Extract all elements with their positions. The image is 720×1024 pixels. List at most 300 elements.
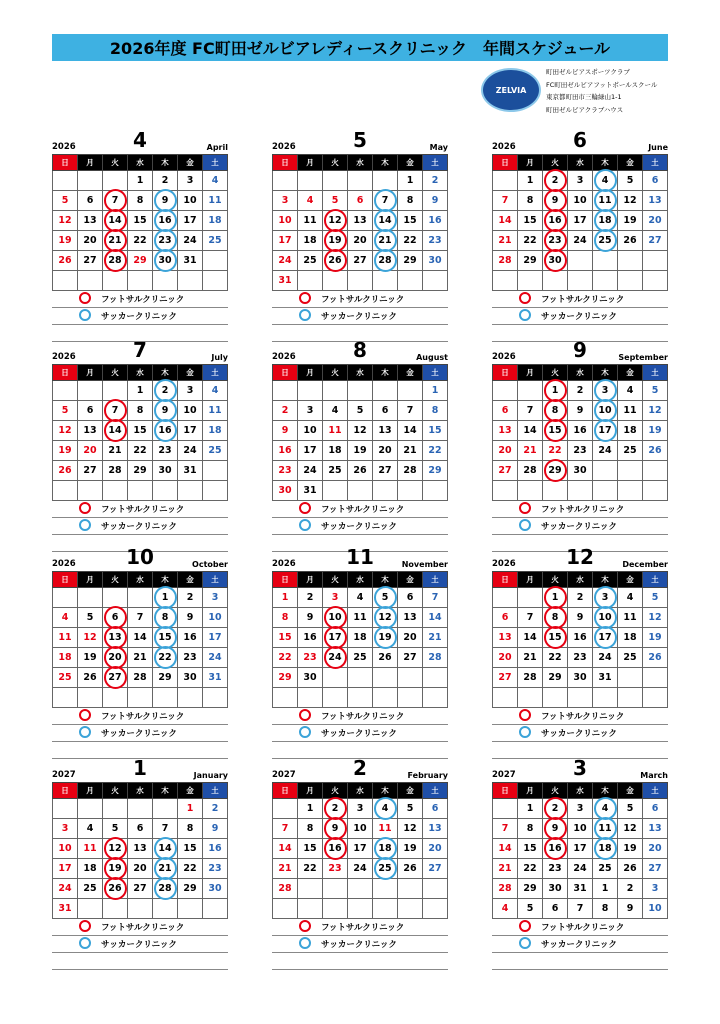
day-cell <box>78 899 103 919</box>
day-cell <box>323 879 348 899</box>
day-cell: 13 <box>493 421 518 441</box>
day-cell: 21 <box>518 648 543 668</box>
month-number: 4 <box>133 128 147 152</box>
weekday-header: 土 <box>203 365 228 381</box>
month-year: 2026 <box>272 142 296 152</box>
legend-label: サッカークリニック <box>541 522 617 532</box>
weekday-header: 日 <box>273 572 298 588</box>
month-year: 2026 <box>492 559 516 569</box>
legend-label: サッカークリニック <box>321 940 397 950</box>
day-cell: 3 <box>593 588 618 608</box>
day-cell <box>423 481 448 501</box>
day-cell: 26 <box>618 859 643 879</box>
weekday-header: 水 <box>128 572 153 588</box>
day-cell <box>593 481 618 501</box>
day-cell: 14 <box>518 421 543 441</box>
day-cell: 25 <box>618 441 643 461</box>
day-cell <box>178 271 203 291</box>
day-cell: 2 <box>543 799 568 819</box>
day-cell: 27 <box>103 668 128 688</box>
weekday-header: 日 <box>493 365 518 381</box>
day-cell <box>398 271 423 291</box>
day-cell: 22 <box>128 441 153 461</box>
day-cell: 8 <box>298 819 323 839</box>
day-cell: 9 <box>568 608 593 628</box>
day-cell: 27 <box>643 859 668 879</box>
day-cell: 19 <box>103 859 128 879</box>
legend-label: フットサルクリニック <box>101 923 185 933</box>
day-cell: 6 <box>423 799 448 819</box>
day-cell <box>273 381 298 401</box>
month-year: 2026 <box>272 559 296 569</box>
red-circle-icon <box>299 709 311 721</box>
day-cell: 4 <box>593 799 618 819</box>
day-cell <box>398 481 423 501</box>
day-cell: 28 <box>518 668 543 688</box>
day-cell: 4 <box>323 401 348 421</box>
day-cell: 26 <box>398 859 423 879</box>
month-header <box>272 128 448 154</box>
day-cell: 10 <box>178 401 203 421</box>
day-cell: 28 <box>273 879 298 899</box>
weekday-header: 水 <box>128 365 153 381</box>
day-cell <box>103 171 128 191</box>
day-cell: 11 <box>298 211 323 231</box>
weekday-header: 金 <box>178 365 203 381</box>
weekday-header: 火 <box>543 365 568 381</box>
day-cell: 16 <box>323 839 348 859</box>
day-cell <box>298 899 323 919</box>
day-cell <box>493 271 518 291</box>
month-number: 1 <box>133 756 147 780</box>
legend-label: フットサルクリニック <box>321 295 405 305</box>
weekday-header: 金 <box>178 572 203 588</box>
club-logo <box>481 68 541 112</box>
day-cell: 28 <box>493 251 518 271</box>
weekday-header: 月 <box>78 572 103 588</box>
day-cell: 9 <box>543 191 568 211</box>
month-number: 10 <box>126 545 154 569</box>
day-cell: 17 <box>273 231 298 251</box>
day-cell: 26 <box>323 251 348 271</box>
day-cell: 22 <box>128 231 153 251</box>
day-cell: 10 <box>323 608 348 628</box>
month-number: 9 <box>573 338 587 362</box>
red-circle-icon <box>79 920 91 932</box>
red-circle-icon <box>299 292 311 304</box>
month-number: 12 <box>566 545 594 569</box>
day-cell: 1 <box>543 588 568 608</box>
legend-label: フットサルクリニック <box>101 295 185 305</box>
day-cell: 10 <box>593 401 618 421</box>
weekday-header: 日 <box>273 155 298 171</box>
day-cell: 20 <box>373 441 398 461</box>
day-cell: 13 <box>423 819 448 839</box>
day-cell: 26 <box>78 668 103 688</box>
day-cell: 27 <box>423 859 448 879</box>
red-circle-icon <box>519 502 531 514</box>
blue-circle-icon <box>299 309 311 321</box>
club-info-line: 町田ゼルビアスポーツクラブ <box>546 68 630 76</box>
day-cell: 20 <box>78 231 103 251</box>
weekday-header: 土 <box>203 572 228 588</box>
month-year: 2026 <box>52 559 76 569</box>
day-cell: 12 <box>103 839 128 859</box>
day-cell: 15 <box>273 628 298 648</box>
month-calendar <box>52 756 228 970</box>
day-cell <box>273 799 298 819</box>
month-header <box>52 545 228 571</box>
day-cell: 18 <box>373 839 398 859</box>
day-cell: 15 <box>128 421 153 441</box>
day-cell <box>373 381 398 401</box>
legend-label: サッカークリニック <box>541 729 617 739</box>
day-cell: 17 <box>568 839 593 859</box>
legend-label: フットサルクリニック <box>321 712 405 722</box>
weekday-header: 土 <box>203 155 228 171</box>
day-cell: 30 <box>273 481 298 501</box>
day-cell: 13 <box>373 421 398 441</box>
legend-label: フットサルクリニック <box>321 923 405 933</box>
day-cell: 21 <box>273 859 298 879</box>
weekday-header: 月 <box>78 365 103 381</box>
day-cell: 20 <box>643 839 668 859</box>
day-cell: 15 <box>518 839 543 859</box>
day-cell: 5 <box>518 899 543 919</box>
weekday-header: 月 <box>78 783 103 799</box>
month-header <box>492 545 668 571</box>
club-info-line: 東京都町田市三輪緑山1-1 <box>546 93 622 101</box>
month-header <box>492 338 668 364</box>
day-cell: 10 <box>348 819 373 839</box>
day-cell: 9 <box>178 608 203 628</box>
day-cell <box>298 688 323 708</box>
day-cell: 24 <box>178 231 203 251</box>
weekday-header: 火 <box>543 155 568 171</box>
weekday-header: 火 <box>323 572 348 588</box>
day-cell: 17 <box>323 628 348 648</box>
day-cell: 21 <box>103 231 128 251</box>
month-calendar <box>272 128 448 342</box>
month-calendar <box>52 545 228 759</box>
month-header <box>492 756 668 782</box>
legend-soccer <box>272 725 448 742</box>
legend-blank-line <box>272 953 448 970</box>
day-cell: 26 <box>103 879 128 899</box>
day-cell <box>348 668 373 688</box>
day-cell <box>53 799 78 819</box>
day-cell <box>323 171 348 191</box>
red-circle-icon <box>79 502 91 514</box>
day-cell: 6 <box>398 588 423 608</box>
day-cell: 10 <box>643 899 668 919</box>
day-cell <box>78 588 103 608</box>
day-cell: 17 <box>298 441 323 461</box>
day-cell <box>128 799 153 819</box>
month-name: November <box>401 560 448 569</box>
day-cell: 29 <box>128 251 153 271</box>
day-cell <box>643 688 668 708</box>
day-cell: 10 <box>568 191 593 211</box>
day-cell <box>543 481 568 501</box>
legend-futsal <box>272 708 448 725</box>
day-cell: 26 <box>53 461 78 481</box>
day-cell <box>593 251 618 271</box>
day-cell <box>373 879 398 899</box>
month-calendar <box>52 128 228 342</box>
day-cell <box>423 879 448 899</box>
day-cell <box>493 688 518 708</box>
day-cell: 27 <box>493 668 518 688</box>
day-cell: 28 <box>518 461 543 481</box>
day-cell: 7 <box>103 401 128 421</box>
day-cell: 1 <box>128 171 153 191</box>
weekday-header: 金 <box>618 365 643 381</box>
day-cell <box>103 481 128 501</box>
month-header <box>272 338 448 364</box>
legend-label: フットサルクリニック <box>541 505 625 515</box>
day-cell <box>373 481 398 501</box>
day-cell: 26 <box>348 461 373 481</box>
day-cell: 7 <box>518 401 543 421</box>
day-cell <box>518 271 543 291</box>
day-cell: 5 <box>643 381 668 401</box>
day-cell <box>493 588 518 608</box>
day-cell <box>273 688 298 708</box>
month-number: 6 <box>573 128 587 152</box>
day-cell: 5 <box>618 171 643 191</box>
day-cell: 30 <box>568 461 593 481</box>
day-cell: 22 <box>153 648 178 668</box>
day-cell <box>493 799 518 819</box>
day-cell: 7 <box>423 588 448 608</box>
month-table <box>52 571 228 708</box>
legend-soccer <box>52 936 228 953</box>
day-cell: 18 <box>203 211 228 231</box>
day-cell <box>618 668 643 688</box>
weekday-header: 金 <box>398 365 423 381</box>
weekday-header: 日 <box>53 783 78 799</box>
day-cell: 7 <box>153 819 178 839</box>
day-cell: 2 <box>618 879 643 899</box>
day-cell <box>323 899 348 919</box>
weekday-header: 月 <box>298 783 323 799</box>
day-cell <box>568 688 593 708</box>
month-number: 8 <box>353 338 367 362</box>
day-cell: 8 <box>518 819 543 839</box>
legend-label: サッカークリニック <box>541 312 617 322</box>
day-cell <box>493 381 518 401</box>
day-cell: 19 <box>373 628 398 648</box>
day-cell: 17 <box>593 628 618 648</box>
day-cell: 2 <box>323 799 348 819</box>
weekday-header: 火 <box>103 155 128 171</box>
day-cell: 2 <box>153 381 178 401</box>
day-cell: 4 <box>593 171 618 191</box>
day-cell: 5 <box>398 799 423 819</box>
day-cell: 18 <box>323 441 348 461</box>
day-cell: 22 <box>423 441 448 461</box>
legend-label: サッカークリニック <box>101 522 177 532</box>
day-cell: 29 <box>178 879 203 899</box>
day-cell <box>53 688 78 708</box>
month-year: 2027 <box>272 770 296 780</box>
day-cell: 13 <box>643 191 668 211</box>
legend-soccer <box>492 308 668 325</box>
day-cell: 7 <box>518 608 543 628</box>
day-cell: 25 <box>593 231 618 251</box>
day-cell: 4 <box>203 381 228 401</box>
day-cell: 5 <box>348 401 373 421</box>
day-cell: 23 <box>153 441 178 461</box>
day-cell: 13 <box>643 819 668 839</box>
day-cell: 14 <box>373 211 398 231</box>
weekday-header: 金 <box>398 783 423 799</box>
day-cell <box>273 171 298 191</box>
day-cell: 4 <box>618 588 643 608</box>
weekday-header: 水 <box>348 572 373 588</box>
blue-circle-icon <box>79 937 91 949</box>
day-cell: 28 <box>153 879 178 899</box>
day-cell: 16 <box>153 211 178 231</box>
day-cell: 26 <box>643 441 668 461</box>
day-cell: 1 <box>423 381 448 401</box>
legend-label: サッカークリニック <box>321 312 397 322</box>
day-cell <box>78 799 103 819</box>
day-cell <box>53 381 78 401</box>
legend-soccer <box>52 518 228 535</box>
weekday-header: 土 <box>423 365 448 381</box>
day-cell: 9 <box>273 421 298 441</box>
day-cell <box>348 481 373 501</box>
day-cell: 6 <box>493 401 518 421</box>
day-cell: 30 <box>153 251 178 271</box>
day-cell <box>103 381 128 401</box>
day-cell: 4 <box>373 799 398 819</box>
day-cell: 28 <box>423 648 448 668</box>
day-cell: 23 <box>298 648 323 668</box>
day-cell <box>53 481 78 501</box>
weekday-header: 金 <box>398 572 423 588</box>
month-table <box>52 154 228 291</box>
day-cell: 23 <box>323 859 348 879</box>
day-cell: 18 <box>53 648 78 668</box>
club-info-line: FC町田ゼルビアフットボールスクール <box>546 80 658 89</box>
day-cell: 17 <box>593 421 618 441</box>
weekday-header: 木 <box>593 155 618 171</box>
day-cell <box>348 271 373 291</box>
day-cell <box>153 799 178 819</box>
day-cell: 30 <box>298 668 323 688</box>
month-name: April <box>206 143 228 152</box>
day-cell <box>543 271 568 291</box>
blue-circle-icon <box>519 937 531 949</box>
day-cell: 13 <box>103 628 128 648</box>
day-cell: 8 <box>273 608 298 628</box>
day-cell: 8 <box>153 608 178 628</box>
day-cell: 3 <box>323 588 348 608</box>
day-cell: 10 <box>53 839 78 859</box>
day-cell: 22 <box>273 648 298 668</box>
legend-soccer <box>52 725 228 742</box>
day-cell: 6 <box>543 899 568 919</box>
day-cell: 16 <box>178 628 203 648</box>
day-cell: 19 <box>323 231 348 251</box>
day-cell: 11 <box>203 401 228 421</box>
day-cell <box>518 381 543 401</box>
day-cell: 15 <box>298 839 323 859</box>
day-cell: 25 <box>298 251 323 271</box>
day-cell: 12 <box>373 608 398 628</box>
day-cell <box>618 688 643 708</box>
weekday-header: 火 <box>323 783 348 799</box>
day-cell: 31 <box>53 899 78 919</box>
day-cell <box>618 251 643 271</box>
day-cell: 19 <box>643 421 668 441</box>
day-cell: 15 <box>128 211 153 231</box>
day-cell: 11 <box>618 608 643 628</box>
day-cell: 18 <box>78 859 103 879</box>
day-cell: 11 <box>593 819 618 839</box>
day-cell: 24 <box>593 441 618 461</box>
day-cell <box>423 899 448 919</box>
day-cell <box>78 481 103 501</box>
day-cell <box>298 879 323 899</box>
day-cell: 18 <box>618 421 643 441</box>
day-cell: 16 <box>423 211 448 231</box>
day-cell <box>618 271 643 291</box>
day-cell: 15 <box>543 628 568 648</box>
day-cell: 18 <box>298 231 323 251</box>
legend-label: サッカークリニック <box>101 940 177 950</box>
day-cell: 21 <box>153 859 178 879</box>
day-cell <box>643 481 668 501</box>
day-cell <box>643 461 668 481</box>
day-cell: 29 <box>423 461 448 481</box>
legend-futsal <box>492 291 668 308</box>
day-cell <box>323 481 348 501</box>
day-cell <box>178 481 203 501</box>
day-cell: 18 <box>593 211 618 231</box>
legend-soccer <box>272 936 448 953</box>
legend-futsal <box>272 291 448 308</box>
weekday-header: 土 <box>643 365 668 381</box>
day-cell: 8 <box>543 401 568 421</box>
day-cell: 3 <box>568 799 593 819</box>
day-cell: 1 <box>518 799 543 819</box>
month-year: 2026 <box>272 352 296 362</box>
day-cell: 1 <box>398 171 423 191</box>
day-cell: 5 <box>53 401 78 421</box>
weekday-header: 木 <box>593 783 618 799</box>
day-cell: 5 <box>103 819 128 839</box>
day-cell: 21 <box>423 628 448 648</box>
legend-label: フットサルクリニック <box>541 295 625 305</box>
day-cell <box>618 481 643 501</box>
day-cell: 12 <box>643 608 668 628</box>
day-cell: 17 <box>348 839 373 859</box>
weekday-header: 日 <box>493 155 518 171</box>
day-cell: 6 <box>348 191 373 211</box>
day-cell <box>103 588 128 608</box>
day-cell <box>568 481 593 501</box>
day-cell: 28 <box>398 461 423 481</box>
red-circle-icon <box>79 292 91 304</box>
legend-label: サッカークリニック <box>321 729 397 739</box>
day-cell: 1 <box>273 588 298 608</box>
day-cell: 22 <box>518 859 543 879</box>
day-cell: 20 <box>398 628 423 648</box>
